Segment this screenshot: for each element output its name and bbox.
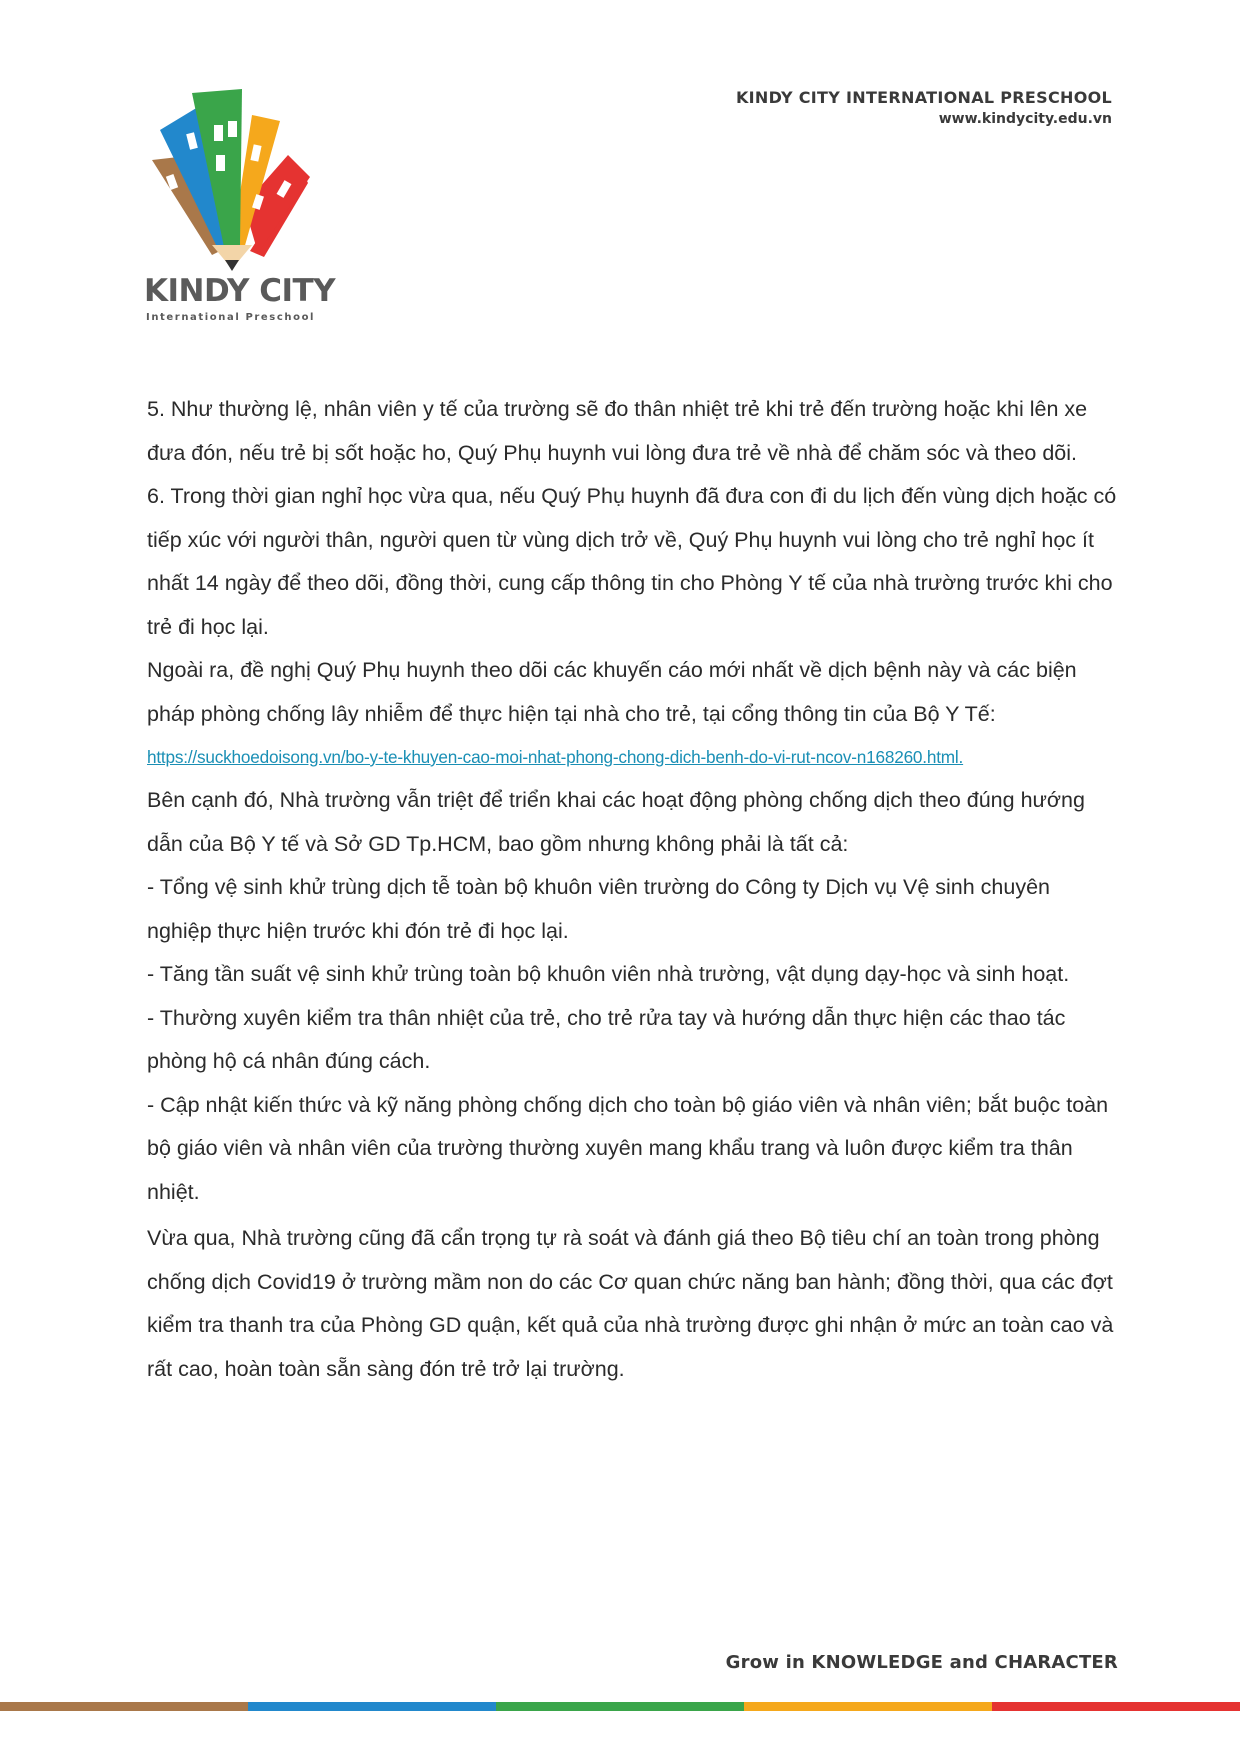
footer-bar-orange — [744, 1702, 992, 1711]
paragraph-recommendation: Ngoài ra, đề nghị Quý Phụ huynh theo dõi các khuyến cáo mới nhất về dịch bệnh này và các biện pháp phòng chống lây nhiễm để thực hiện tại nhà cho trẻ, tại cổng thông tin của Bộ Y Tế: — [147, 658, 1077, 726]
paragraph-conclusion: Vừa qua, Nhà trường cũng đã cẩn trọng tự rà soát và đánh giá theo Bộ tiêu chí an toàn trong phòng chống dịch Covid19 ở trường mầm non do các Cơ quan chức năng ban hành; đồng thời, qua các đợt kiểm tra thanh tra của Phòng GD quận, kết quả của nhà trường được ghi nhận ở mức an toàn cao và rất cao, hoàn toàn sẵn sàng đón trẻ trở lại trường. — [147, 1226, 1114, 1381]
footer-slogan: Grow in KNOWLEDGE and CHARACTER — [725, 1652, 1118, 1673]
bullet-staff-training: - Cập nhật kiến thức và kỹ năng phòng chống dịch cho toàn bộ giáo viên và nhân viên; bắt buộc toàn bộ giáo viên và nhân viên của trường thường xuyên mang khẩu trang và luôn được kiểm tra thân nhiệt. — [147, 1092, 1109, 1204]
school-logo — [140, 85, 340, 330]
logo-wordmark: KINDY CITY — [144, 273, 336, 309]
footer-color-bar — [0, 1702, 1240, 1711]
bullet-disinfection: - Tổng vệ sinh khử trùng dịch tễ toàn bộ khuôn viên trường do Công ty Dịch vụ Vệ sinh chuyên nghiệp thực hiện trước khi đón trẻ đi học lại. — [147, 875, 1051, 943]
school-website: www.kindycity.edu.vn — [938, 111, 1112, 127]
school-name: KINDY CITY INTERNATIONAL PRESCHOOL — [735, 88, 1112, 107]
footer-bar-brown — [0, 1702, 248, 1711]
letterhead — [736, 88, 1112, 127]
moh-link[interactable]: https://suckhoedoisong.vn/bo-y-te-khuyen-cao-moi-nhat-phong-chong-dich-benh-do-vi-rut-ncov-n168260.html. — [147, 747, 964, 767]
footer-bar-green — [496, 1702, 744, 1711]
bullet-temperature-check: - Thường xuyên kiểm tra thân nhiệt của trẻ, cho trẻ rửa tay và hướng dẫn thực hiện các thao tác phòng hộ cá nhân đúng cách. — [147, 1005, 1066, 1073]
footer-bar-blue — [248, 1702, 496, 1711]
bullet-cleaning-frequency: - Tăng tần suất vệ sinh khử trùng toàn bộ khuôn viên nhà trường, vật dụng dạy-học và sinh hoạt. — [147, 962, 1070, 986]
paragraph-item-5: 5. Như thường lệ, nhân viên y tế của trường sẽ đo thân nhiệt trẻ khi trẻ đến trường hoặc khi lên xe đưa đón, nếu trẻ bị sốt hoặc ho, Quý Phụ huynh vui lòng đưa trẻ về nhà để chăm sóc và theo dõi. — [147, 397, 1088, 465]
footer-bar-red — [992, 1702, 1240, 1711]
paragraph-item-6: 6. Trong thời gian nghỉ học vừa qua, nếu Quý Phụ huynh đã đưa con đi du lịch đến vùng dịch hoặc có tiếp xúc với người thân, người quen từ vùng dịch trở về, Quý Phụ huynh vui lòng cho trẻ nghỉ học ít nhất 14 ngày để theo dõi, đồng thời, cung cấp thông tin cho Phòng Y tế của nhà trường trước khi cho trẻ đi học lại. — [147, 484, 1117, 639]
document-body — [147, 388, 1117, 1391]
paragraph-activities: Bên cạnh đó, Nhà trường vẫn triệt để triển khai các hoạt động phòng chống dịch theo đúng hướng dẫn của Bộ Y tế và Sở GD Tp.HCM, bao gồm nhưng không phải là tất cả: — [147, 788, 1085, 856]
pencil-buildings-icon — [140, 85, 340, 275]
logo-tagline: International Preschool — [146, 312, 316, 323]
